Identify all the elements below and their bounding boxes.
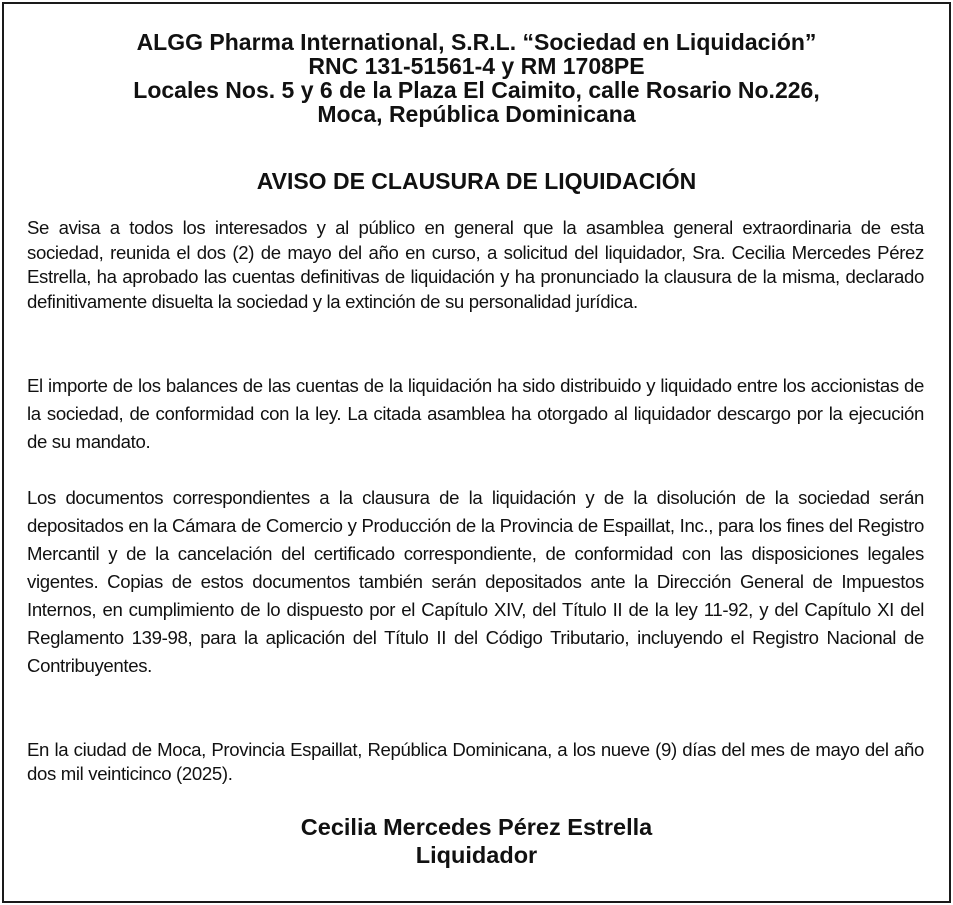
signature-block (4, 813, 949, 869)
paragraph-documents: Los documentos correspondientes a la clausura de la liquidación y de la disolución de la sociedad serán depositados en la Cámara de Comercio y Producción de la Provincia de Espaillat, Inc., para los fines del Registro Mercantil y de la cancelación del certificado correspondiente, de conformidad con las disposiciones legales vigentes. Copias de estos documentos también serán depositados ante la Dirección General de Impuestos Internos, en cumplimiento de lo dispuesto por el Capítulo XIV, del Título II de la ley 11-92, y del Capítulo XI del Reglamento 139-98, para la aplicación del Título II del Código Tributario, incluyendo el Registro Nacional de Contribuyentes. (27, 487, 924, 676)
paragraph-balances: El importe de los balances de las cuentas de la liquidación ha sido distribuido y liquidado entre los accionistas de la sociedad, de conformidad con la ley. La citada asamblea ha otorgado al liquidador descargo por la ejecución de su mandato. (27, 375, 924, 452)
paragraph-date-place: En la ciudad de Moca, Provincia Espaillat, República Dominicana, a los nueve (9) días del mes de mayo del año dos mil veinticinco (2025). (27, 739, 924, 784)
company-name: ALGG Pharma International, S.R.L. “Sociedad en Liquidación” (136, 29, 817, 55)
signatory-role: Liquidador (415, 842, 538, 868)
signatory-name: Cecilia Mercedes Pérez Estrella (300, 814, 653, 840)
paragraph-assembly: Se avisa a todos los interesados y al público en general que la asamblea general extraordinaria de esta sociedad, reunida el dos (2) de mayo del año en curso, a solicitud del liquidador, Sra. Cecilia Mercedes Pérez Estrella, ha aprobado las cuentas definitivas de liquidación y ha pronunciado la clausura de la misma, declarado definitivamente disuelta la sociedad y la extinción de su personalidad jurídica. (27, 217, 924, 312)
liquidation-notice (2, 2, 951, 903)
address-line-2: Moca, República Dominicana (317, 101, 636, 127)
address-line-1: Locales Nos. 5 y 6 de la Plaza El Caimito, calle Rosario No.226, (133, 77, 820, 103)
registry-numbers: RNC 131-51561-4 y RM 1708PE (308, 53, 645, 79)
notice-header (4, 30, 949, 126)
notice-title: AVISO DE CLAUSURA DE LIQUIDACIÓN (256, 168, 697, 194)
